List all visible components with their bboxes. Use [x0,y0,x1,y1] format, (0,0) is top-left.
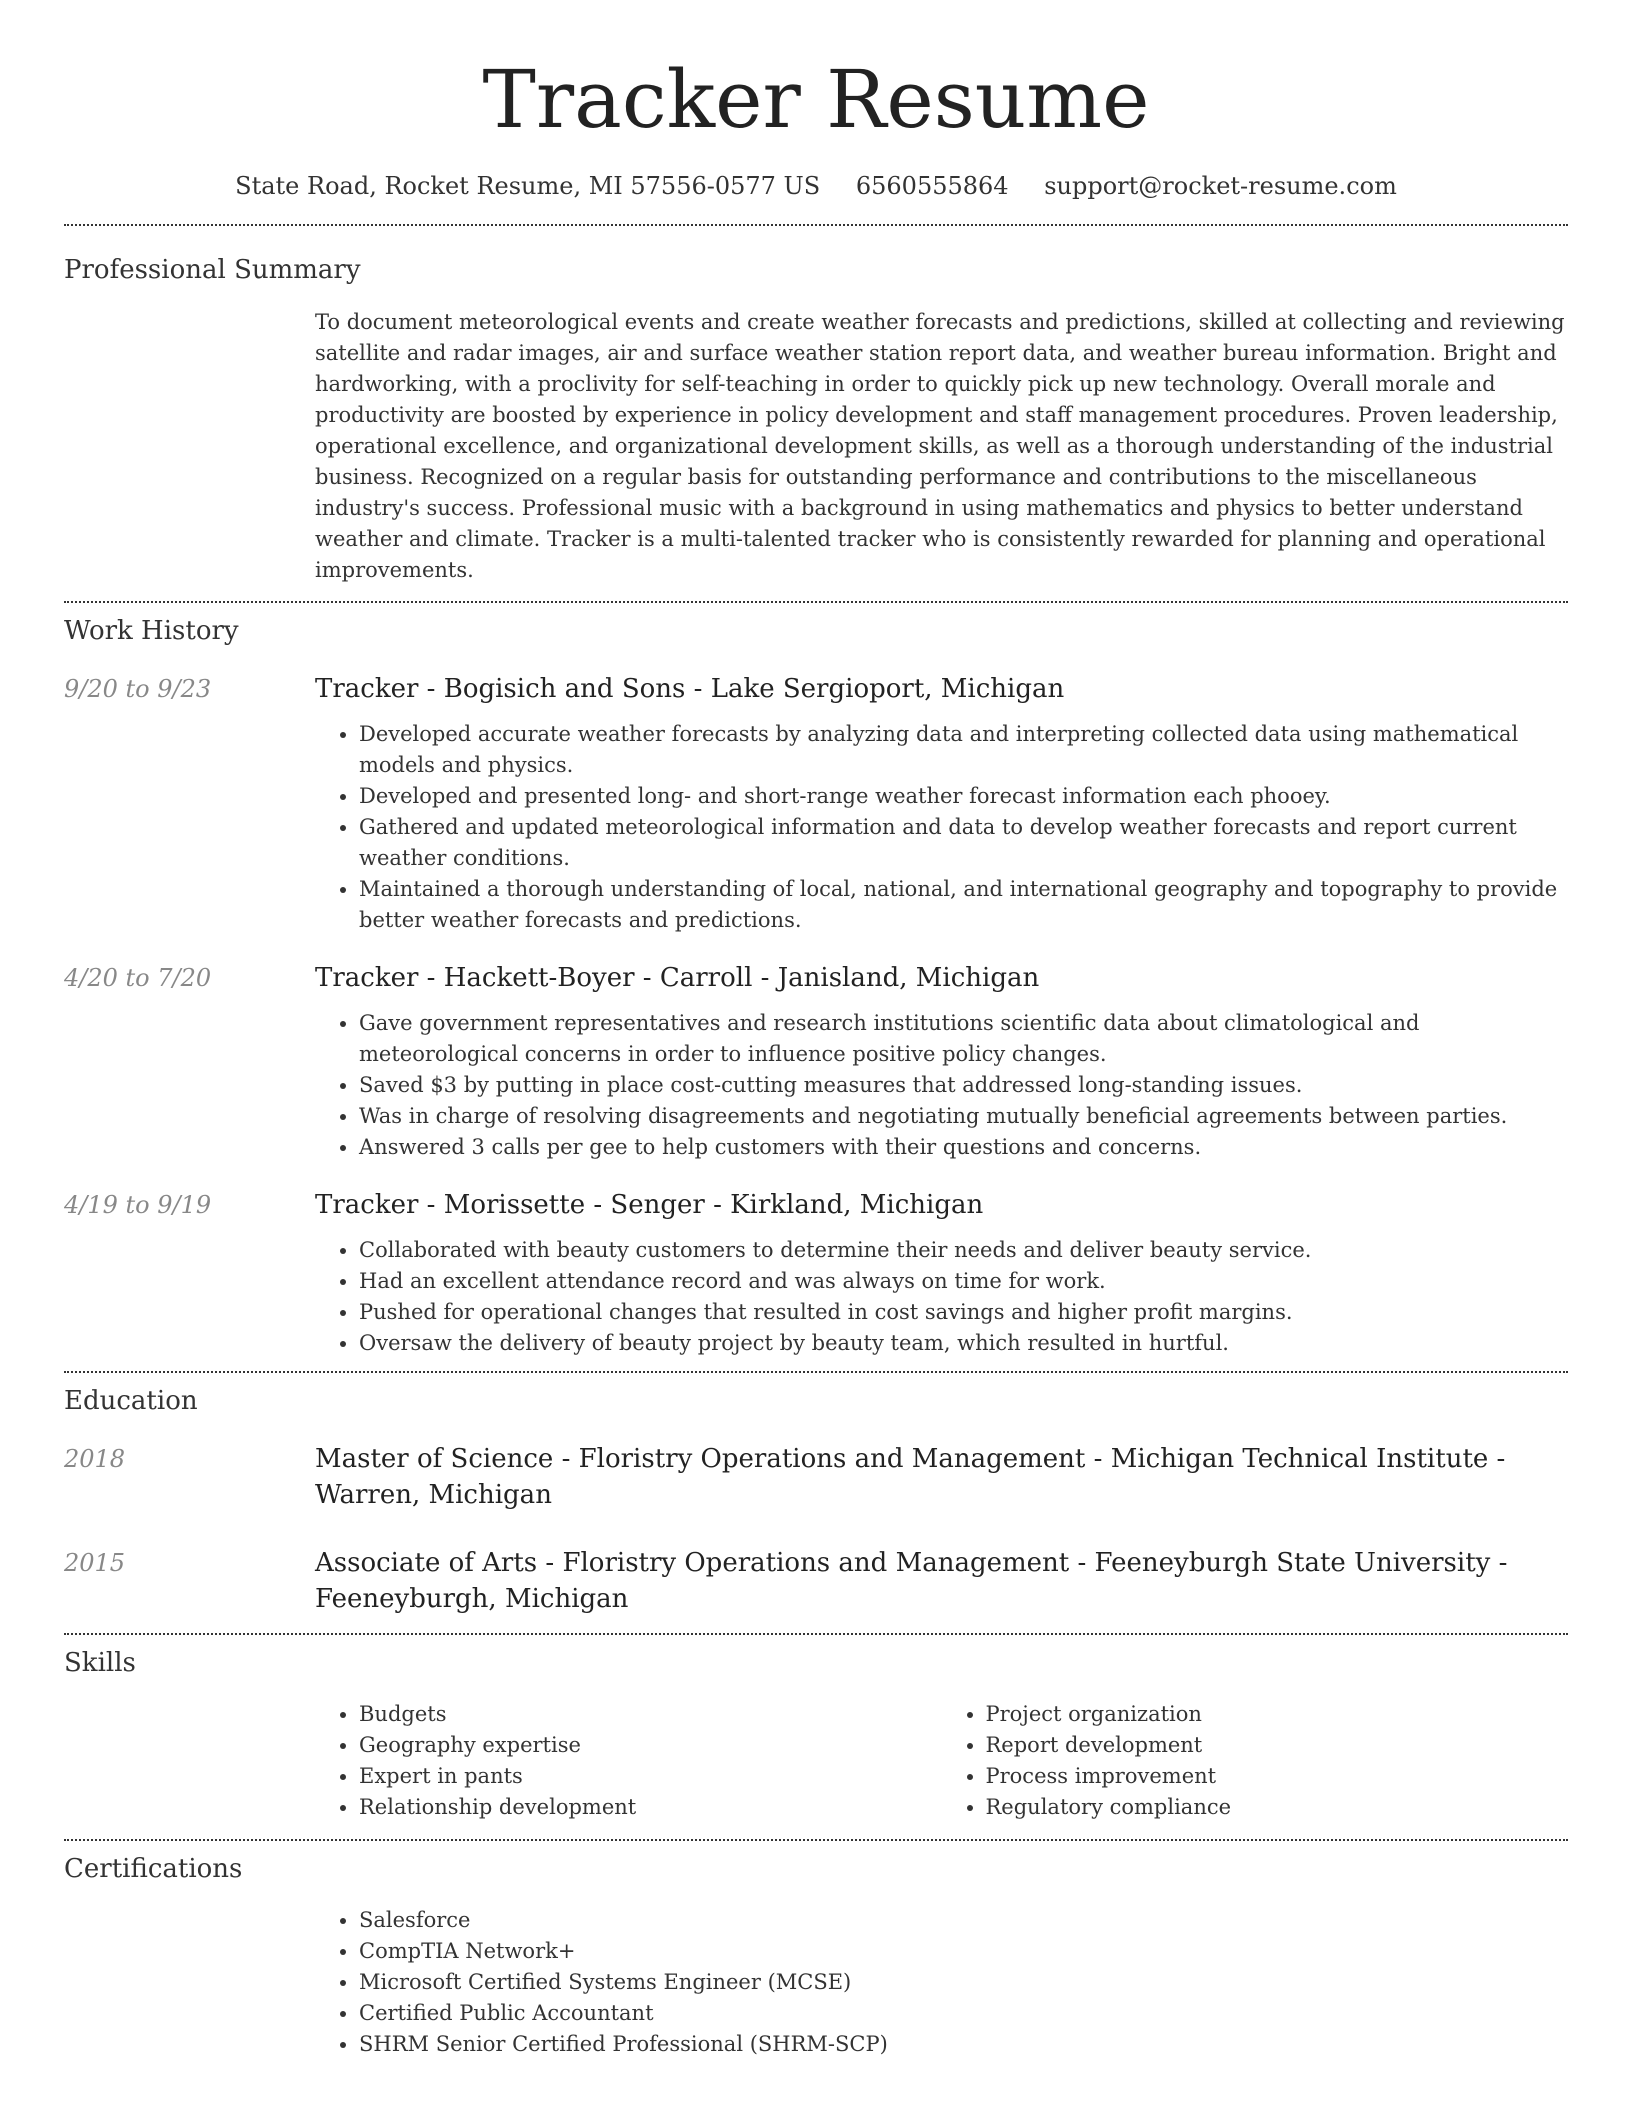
contact-phone: 6560555864 [855,172,1009,200]
section-divider [64,1371,1568,1373]
education-section [64,1383,1568,1617]
summary-section [64,252,1568,586]
job-bullets [315,1235,1568,1359]
work-history-section [64,613,1568,1359]
job-dates: 4/20 to 7/20 [64,964,212,992]
job-bullet: • Developed and presented long- and short-range weather forecast information each phooey. [359,781,1568,812]
job-bullet: • Had an excellent attendance record and was always on time for work. [359,1266,1568,1297]
contact-line [64,170,1568,202]
job-bullet: • Gave government representatives and research institutions scientific data about climatological and meteorological concerns in order to influence positive policy changes. [359,1008,1568,1070]
job-bullet: • Maintained a thorough understanding of local, national, and international geography and topography to provide better weather forecasts and predictions. [359,874,1568,936]
skill-item: • Geography expertise [359,1730,942,1761]
section-divider [64,224,1568,226]
certification-item: • Microsoft Certified Systems Engineer (MCSE) [359,1967,1568,1998]
job-bullets [315,719,1568,936]
contact-address: State Road, Rocket Resume, MI 57556-0577 US [235,172,821,200]
job-entry [64,960,1568,1163]
skills-list-left [315,1699,942,1823]
job-heading: Tracker - Hackett-Boyer - Carroll - Janisland, Michigan [315,963,1040,993]
skill-item: • Report development [986,1730,1569,1761]
job-bullet: • Collaborated with beauty customers to determine their needs and deliver beauty service. [359,1235,1568,1266]
job-bullet: • Answered 3 calls per gee to help customers with their questions and concerns. [359,1132,1568,1163]
job-entry [64,671,1568,936]
section-title-skills: Skills [64,1648,136,1678]
job-bullet: • Saved $3 by putting in place cost-cutting measures that addressed long-standing issues. [359,1070,1568,1101]
education-entry [64,1545,1568,1617]
skill-item: • Budgets [359,1699,942,1730]
job-bullet: • Gathered and updated meteorological information and data to develop weather forecasts and report current weather conditions. [359,812,1568,874]
skill-item: • Project organization [986,1699,1569,1730]
education-year: 2015 [64,1549,126,1577]
education-heading: Associate of Arts - Floristry Operations and Management - Feeneyburgh State University - Feeneyburgh, Michigan [315,1548,1508,1614]
section-title-certifications: Certifications [64,1854,243,1884]
education-year: 2018 [64,1445,126,1473]
section-divider [64,1839,1568,1841]
skills-columns [315,1699,1568,1823]
job-bullet: • Was in charge of resolving disagreements and negotiating mutually beneficial agreements between parties. [359,1101,1568,1132]
education-heading: Master of Science - Floristry Operations and Management - Michigan Technical Institute - Warren, Michigan [315,1444,1506,1510]
job-bullet: • Developed accurate weather forecasts by analyzing data and interpreting collected data using mathematical models and physics. [359,719,1568,781]
education-entry [64,1441,1568,1513]
job-entry [64,1187,1568,1359]
section-title-summary: Professional Summary [64,255,361,285]
job-bullet: • Pushed for operational changes that resulted in cost savings and higher profit margins. [359,1297,1568,1328]
certifications-list [315,1905,1568,2060]
resume-header [64,0,1568,202]
section-title-work-history: Work History [64,616,239,646]
section-divider [64,601,1568,603]
skill-item: • Process improvement [986,1761,1569,1792]
job-dates: 4/19 to 9/19 [64,1191,212,1219]
job-bullet: • Oversaw the delivery of beauty project by beauty team, which resulted in hurtful. [359,1328,1568,1359]
job-dates: 9/20 to 9/23 [64,675,212,703]
resume-page [64,0,1568,2060]
candidate-name: Tracker Resume [482,53,1150,146]
skills-section [64,1645,1568,1823]
skill-item: • Expert in pants [359,1761,942,1792]
job-bullets [315,1008,1568,1163]
contact-email: support@rocket-resume.com [1044,172,1397,200]
job-heading: Tracker - Bogisich and Sons - Lake Sergioport, Michigan [315,674,1065,704]
skill-item: • Relationship development [359,1792,942,1823]
section-title-education: Education [64,1386,198,1416]
summary-text: To document meteorological events and create weather forecasts and predictions, skilled at collecting and reviewing satellite and radar images, air and surface weather station report data, and weather bureau information. Bright and hardworking, with a proclivity for self-teaching in order to quickly pick up new technology. Overall morale and productivity are boosted by experience in policy development and staff management procedures. Proven leadership, operational excellence, and organizational development skills, as well as a thorough understanding of the industrial business. Recognized on a regular basis for outstanding performance and contributions to the miscellaneous industry's success. Professional music with a background in using mathematics and physics to better understand weather and climate. Tracker is a multi-talented tracker who is consistently rewarded for planning and operational improvements. [315,310,1565,582]
job-heading: Tracker - Morissette - Senger - Kirkland, Michigan [315,1190,984,1220]
certification-item: • Salesforce [359,1905,1568,1936]
certification-item: • SHRM Senior Certified Professional (SHRM-SCP) [359,2029,1568,2060]
certification-item: • Certified Public Accountant [359,1998,1568,2029]
certifications-section [64,1851,1568,2060]
skill-item: • Regulatory compliance [986,1792,1569,1823]
skills-list-right [942,1699,1569,1823]
certification-item: • CompTIA Network+ [359,1936,1568,1967]
section-divider [64,1633,1568,1635]
